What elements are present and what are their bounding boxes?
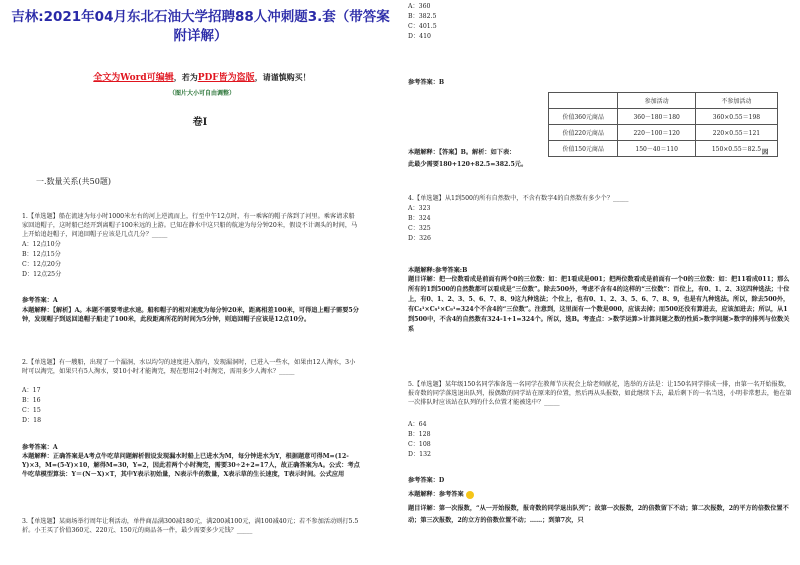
price-table-header-cell: 参加活动 [618, 93, 695, 109]
q3-explanation-tail: 因 [762, 149, 769, 156]
q3-option-c: C：401.5 [408, 23, 437, 30]
q4-options [408, 204, 431, 244]
q5-option-a: A：64 [408, 421, 427, 428]
volume-heading: 卷I [192, 117, 208, 128]
q2-options [22, 386, 41, 426]
q5-answer: 参考答案：D [408, 477, 445, 484]
price-table-row [549, 109, 778, 125]
q1-option-b: B：12点15分 [22, 251, 61, 258]
q4-stem: 4.【单选题】从1到500的所有自然数中，不含有数字4的自然数有多少个？_____ [408, 195, 629, 202]
q3-option-d: D：410 [408, 33, 431, 40]
q1-explanation: 本题解释：【解析】A。本题不需要考虑水速。船和帽子的相对速度为每分钟20米，距离相差100米，可得追上帽子需要5分钟，发现帽子到返回追帽子船走了100米，此段距离所花的时间为5分钟，则追回帽子应该是12点10分。 [22, 307, 359, 323]
price-table-header-cell: 不参加活动 [695, 93, 777, 109]
document-title: 吉林:2021年04月东北石油大学招聘88人冲刺题3.套（带答案附详解） [11, 9, 390, 44]
price-table-cell: 360×0.55＝198 [695, 109, 777, 125]
q3-option-a: A：360 [408, 3, 431, 10]
q4-option-a: A：323 [408, 205, 431, 212]
q1-answer: 参考答案：A [22, 297, 58, 304]
price-table-header-cell [549, 93, 618, 109]
price-table-cell: 150×0.55＝82.5 [695, 141, 777, 157]
picture-note: （图片大小可自由调整） [168, 90, 235, 97]
price-table-header [549, 93, 778, 109]
notice-line [22, 70, 382, 83]
notice-sep: ，若为 [173, 72, 198, 82]
q5-option-d: D：132 [408, 451, 431, 458]
smiley-icon [466, 491, 474, 499]
q5-options [408, 420, 431, 460]
q3-explanation-cont: 此最少需要180+120+82.5=382.5元。 [408, 161, 528, 168]
q4-option-d: D：326 [408, 235, 431, 242]
price-table-cell: 220×0.55＝121 [695, 125, 777, 141]
q1-option-d: D：12点25分 [22, 271, 62, 278]
price-table-cell: 220－100＝120 [618, 125, 695, 141]
notice-caution: ，请谨慎购买！ [254, 72, 311, 82]
q3-stem: 3.【单选题】某商场举行周年让利活动，单件商品满300减180元，满200减100元，满100减40元；若不参加活动则打5.5折。小王买了价值360元、220元、150元的商品各一件，最少需要多少元钱？_____ [22, 518, 359, 534]
q3-option-b: B：382.5 [408, 13, 437, 20]
q3-explanation: 本题解释：【答案】B。解析：如下表： [408, 149, 516, 156]
q2-explanation: 本题解释：正确答案是A考点牛吃草问题解析假设发现漏水时船上已进水为M，每分钟进水为Y，根据题意可得M=(12-Y)×3，M=(5-Y)×10，解得M=30，Y=2，因此若两个小时淘完，需要30÷2+2=17人，故正确答案为A。公式：考点牛吃草模型算法：Y＝(N－X)×T，其中Y表示初始量，N表示牛的数量，X表示草的生长速度，T表示时间。公式应用 [22, 453, 360, 478]
q2-option-c: C：15 [22, 407, 41, 414]
q3-answer: 参考答案：B [408, 79, 445, 86]
price-table-cell: 价值360元商品 [549, 109, 618, 125]
q5-stem: 5.【单选题】某年级150名同学准备选一名同学在教师节庆祝会上给老师献花，选举的方法是：让150名同学排成一排，由第一名开始报数，报奇数的同学落选退出队列，报偶数的同学站在原来的位置，然后再从头报数，如此继续下去，最后剩下的一名当选，小明非常想去，他在第一次排队时应该站在队列的什么位置才能被选中？_____ [408, 381, 792, 406]
price-table-cell: 价值150元商品 [549, 141, 618, 157]
q5-explanation: 题目详解：第一次报数，“从一开始报数，报奇数的同学退出队列”；故第一次报数，2的倍数留下不动；第二次报数，2的平方的倍数位置不动；第三次报数，2的立方的倍数位置不动；……；到第7次，只 [408, 505, 789, 524]
q1-option-a: A：12点10分 [22, 241, 61, 248]
q1-option-c: C：12点20分 [22, 261, 62, 268]
q2-option-a: A：17 [22, 387, 41, 394]
q1-stem: 1.【单选题】船在流速为每小时1000米左右的河上逆流而上，行至中午12点时，有一乘客的帽子落到了河里。乘客请求船家回追帽子，这时船已经开到离帽子100米远的上游。已知在静水中这只船的航速为每分钟20米，假设不计调头的时间，马上开始追赶帽子，问追回帽子应该是几点几分？_____ [22, 213, 358, 238]
q5-explanation-label: 本题解释：参考答案 [408, 491, 464, 498]
q2-option-d: D：18 [22, 417, 42, 424]
notice-word-editable: 全文为Word可编辑 [93, 73, 174, 83]
right-column [400, 0, 800, 565]
q2-stem: 2.【单选题】有一艘船，出现了一个漏洞，水以均匀的速度进入船内，发现漏洞时，已进入一些水，如果由12人淘水，3小时可以淘完，如果只有5人淘水，要10小时才能淘完，现在想用2小时淘完，需用多少人淘水？_____ [22, 359, 356, 375]
price-table-cell: 360－180＝180 [618, 109, 695, 125]
q4-explanation: 题目详解：把一位数看成是前面有两个0的三位数：如：把1看成是001；把两位数看成是前面有一个0的三位数：如：把11看成011；那么所有的1到500的自然数都可以看成是“三位数”。除去500外，考虑不含有4的这样的“三位数”：百位上，有0、1、2、3这四种选法；十位上，有0、1、2、3、5、6、7、8、9这九种选法；个位上，也有0、1、2、3、5、6、7、8、9，也是有九种选法。所以，除去500外，有C₄¹×C₉¹×C₉¹=324个不含4的“三位数”。注意到，这里面有一个数是000，应该去掉；而500还没有算进去，应该加进去；所以，从1到500中，不含4的自然数有324-1+1=324个。所以，选B。考查点：>数学运算>计算问题之数的性质>数字问题>数字的排列与位数关系 [408, 276, 790, 333]
q5-option-b: B：128 [408, 431, 431, 438]
q2-option-b: B：16 [22, 397, 41, 404]
q4-answer: 本题解释:参考答案:B [408, 267, 468, 274]
q2-answer: 参考答案：A [22, 444, 58, 451]
q4-option-c: C：325 [408, 225, 431, 232]
price-table-cell: 150－40＝110 [618, 141, 695, 157]
q1-options [22, 240, 61, 280]
q4-option-b: B：324 [408, 215, 431, 222]
notice-pdf-piracy: PDF皆为盗版 [197, 73, 255, 83]
section-heading: 一.数量关系(共50题) [36, 177, 111, 186]
q5-option-c: C：108 [408, 441, 431, 448]
price-table-cell: 价值220元商品 [549, 125, 618, 141]
q5-explanation-head [408, 490, 746, 499]
q3-options [408, 2, 437, 42]
price-table-row [549, 125, 778, 141]
